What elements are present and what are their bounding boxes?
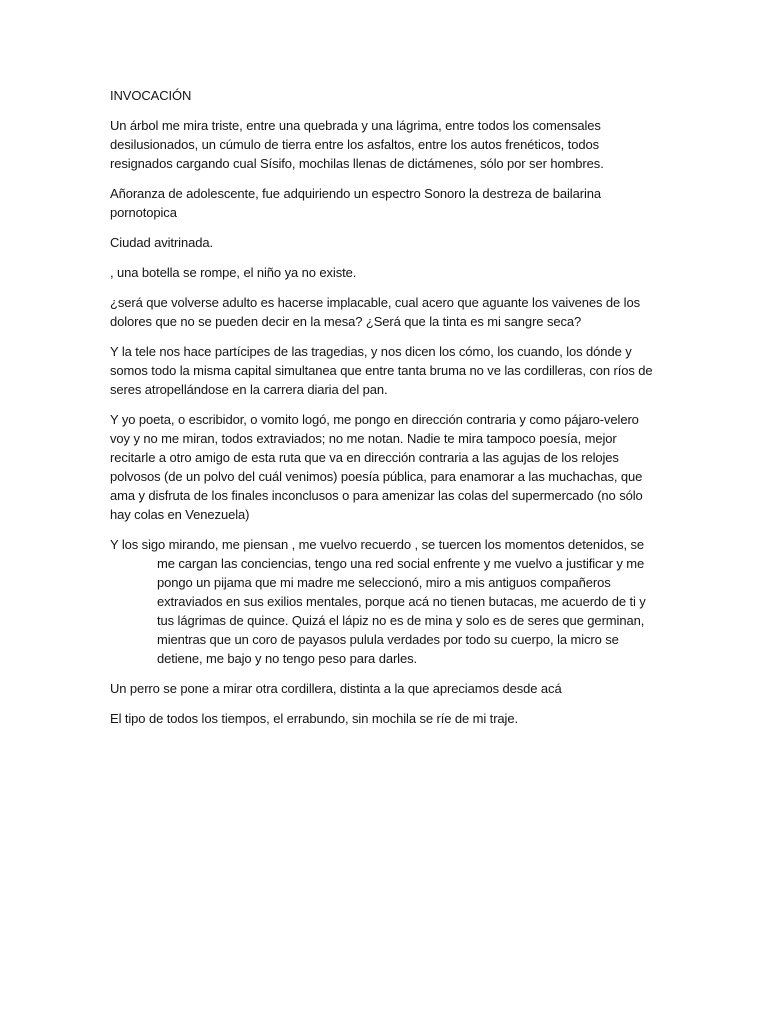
paragraph: Un árbol me mira triste, entre una quebrada y una lágrima, entre todos los comensales desilusionados, un cúmulo de tierra entre los asfaltos, entre los autos frenéticos, todos resignados cargando cual Sísifo, mochilas llenas de dictámenes, sólo por ser hombres. xyxy=(110,118,604,171)
paragraph: Un perro se pone a mirar otra cordillera, distinta a la que apreciamos desde acá xyxy=(110,681,562,696)
paragraph: Y la tele nos hace partícipes de las tragedias, y nos dicen los cómo, los cuando, los dónde y somos todo la misma capital simultanea que entre tanta bruma no ve las cordilleras, con ríos de seres atropellándose en la carrera diaria del pan. xyxy=(110,344,653,397)
paragraph: El tipo de todos los tiempos, el errabundo, sin mochila se ríe de mi traje. xyxy=(110,711,518,726)
paragraph: Y yo poeta, o escribidor, o vomito logó, me pongo en dirección contraria y como pájaro-velero voy y no me miran, todos extraviados; no me notan. Nadie te mira tampoco poesía, mejor recitarle a otro amigo de esta ruta que va en dirección contraria a las agujas de los relojes polvosos (de un polvo del cuál venimos) poesía pública, para enamorar a las muchachas, que ama y disfruta de los finales inconclusos o para amenizar las colas del supermercado (no sólo hay colas en Venezuela) xyxy=(110,412,643,522)
document-title: INVOCACIÓN xyxy=(110,88,192,103)
paragraph: , una botella se rompe, el niño ya no existe. xyxy=(110,265,357,280)
paragraph: Ciudad avitrinada. xyxy=(110,235,213,250)
document-page xyxy=(110,86,658,739)
paragraph: Añoranza de adolescente, fue adquiriendo un espectro Sonoro la destreza de bailarina pornotopica xyxy=(110,186,602,220)
paragraph: ¿será que volverse adulto es hacerse implacable, cual acero que aguante los vaivenes de los dolores que no se pueden decir en la mesa? ¿Será que la tinta es mi sangre seca? xyxy=(110,295,641,329)
paragraph-hanging-indent: Y los sigo mirando, me piensan , me vuelvo recuerdo , se tuercen los momentos detenidos, se me cargan las conciencias, tengo una red social enfrente y me vuelvo a justificar y me pongo un pijama que mi madre me seleccionó, miro a mis antiguos compañeros extraviados en sus exilios mentales, porque acá no tienen butacas, me acuerdo de ti y tus lágrimas de quince. Quizá el lápiz no es de mina y solo es de seres que germinan, mientras que un coro de payasos pulula verdades por todo su cuerpo, la micro se detiene, me bajo y no tengo peso para darles. xyxy=(110,537,646,666)
